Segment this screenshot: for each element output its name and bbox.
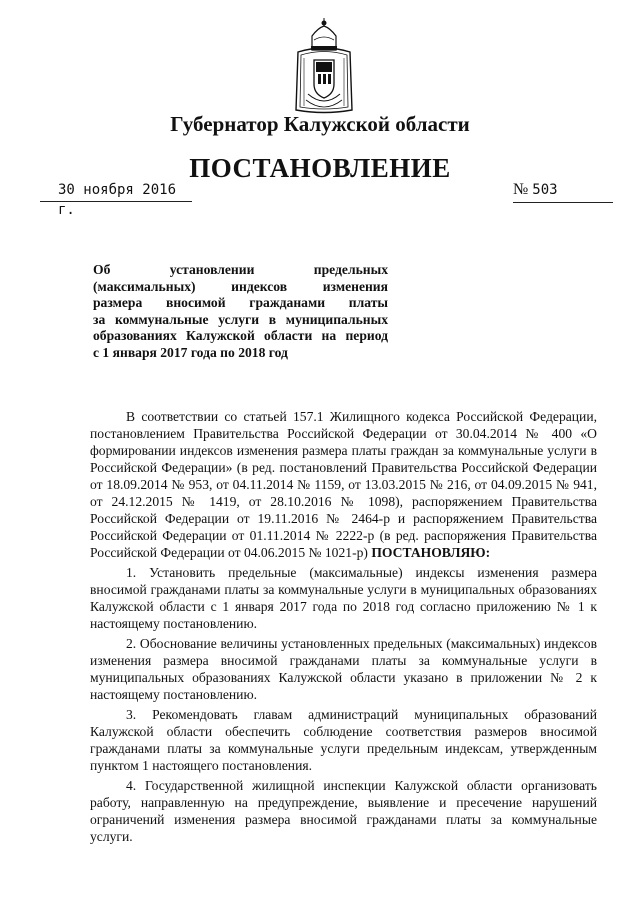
document-subject (93, 262, 388, 361)
document-date: 30 ноября 2016 г. (40, 180, 192, 202)
resolution-item: 4. Государственной жилищной инспекции Калужской области организовать работу, направленную на предупреждение, выявление и пресечение нарушений ограничений изменения размера вносимой гражданами платы за коммунальные услуги. (90, 778, 597, 844)
document-number-field (513, 180, 613, 203)
resolution-item: 3. Рекомендовать главам администраций муниципальных образований Калужской области обеспечить соблюдение соответствия размеров вносимой гражданами платы за коммунальные услуги предельным индексам, утвержденным пунктом 1 настоящего постановления. (90, 707, 597, 773)
preamble-paragraph (90, 408, 597, 561)
resolution-item: 1. Установить предельные (максимальные) индексы изменения размера вносимой гражданами платы за коммунальные услуги в муниципальных образованиях Калужской области с 1 января 2017 года по 2018 год согласно приложению № 1 к настоящему постановлению. (90, 565, 597, 631)
subject-line: Об установлении предельных (93, 262, 388, 277)
resolution-item: 2. Обоснование величины установленных предельных (максимальных) индексов изменения размера вносимой гражданами платы за коммунальные услуги в муниципальных образованиях Калужской области указано в приложении № 2 к настоящему постановлению. (90, 636, 597, 702)
document-number: 503 (532, 182, 558, 198)
document-body (90, 408, 597, 845)
document-type-heading: ПОСТАНОВЛЕНИЕ (189, 153, 451, 183)
resolve-keyword: ПОСТАНОВЛЯЮ: (371, 545, 491, 560)
subject-line: (максимальных) индексов изменения (93, 278, 388, 294)
subject-line: размера вносимой гражданами платы (93, 295, 388, 310)
subject-line: образованиях Калужской области на период (93, 328, 388, 343)
subject-line: с 1 января 2017 года по 2018 год (93, 344, 288, 360)
coat-of-arms-icon (292, 18, 356, 116)
governor-title: Губернатор Калужской области (170, 112, 470, 136)
subject-line: за коммунальные услуги в муниципальных (93, 311, 388, 327)
preamble-text: В соответствии со статьей 157.1 Жилищного кодекса Российской Федерации, постановлением Правительства Российской Федерации от 30.04.2014 № 400 «О формировании индексов изменения размера платы граждан за коммунальные услуги в Российской Федерации» (в ред. постановлений Правительства Российской Федерации от 18.09.2014 № 953, от 04.11.2014 № 1159, от 13.03.2015 № 216, от 04.09.2015 № 941, от 24.12.2015 № 1419, от 28.10.2016 № 1098), распоряжением Правительства Российской Федерации от 19.11.2016 № 2464-р и распоряжением Правительства Российской Федерации от 01.11.2014 № 2222-р (в ред. распоряжения Правительства Российской Федерации от 04.06.2015 № 1021-р) (90, 409, 597, 560)
number-sign: № (513, 181, 529, 198)
